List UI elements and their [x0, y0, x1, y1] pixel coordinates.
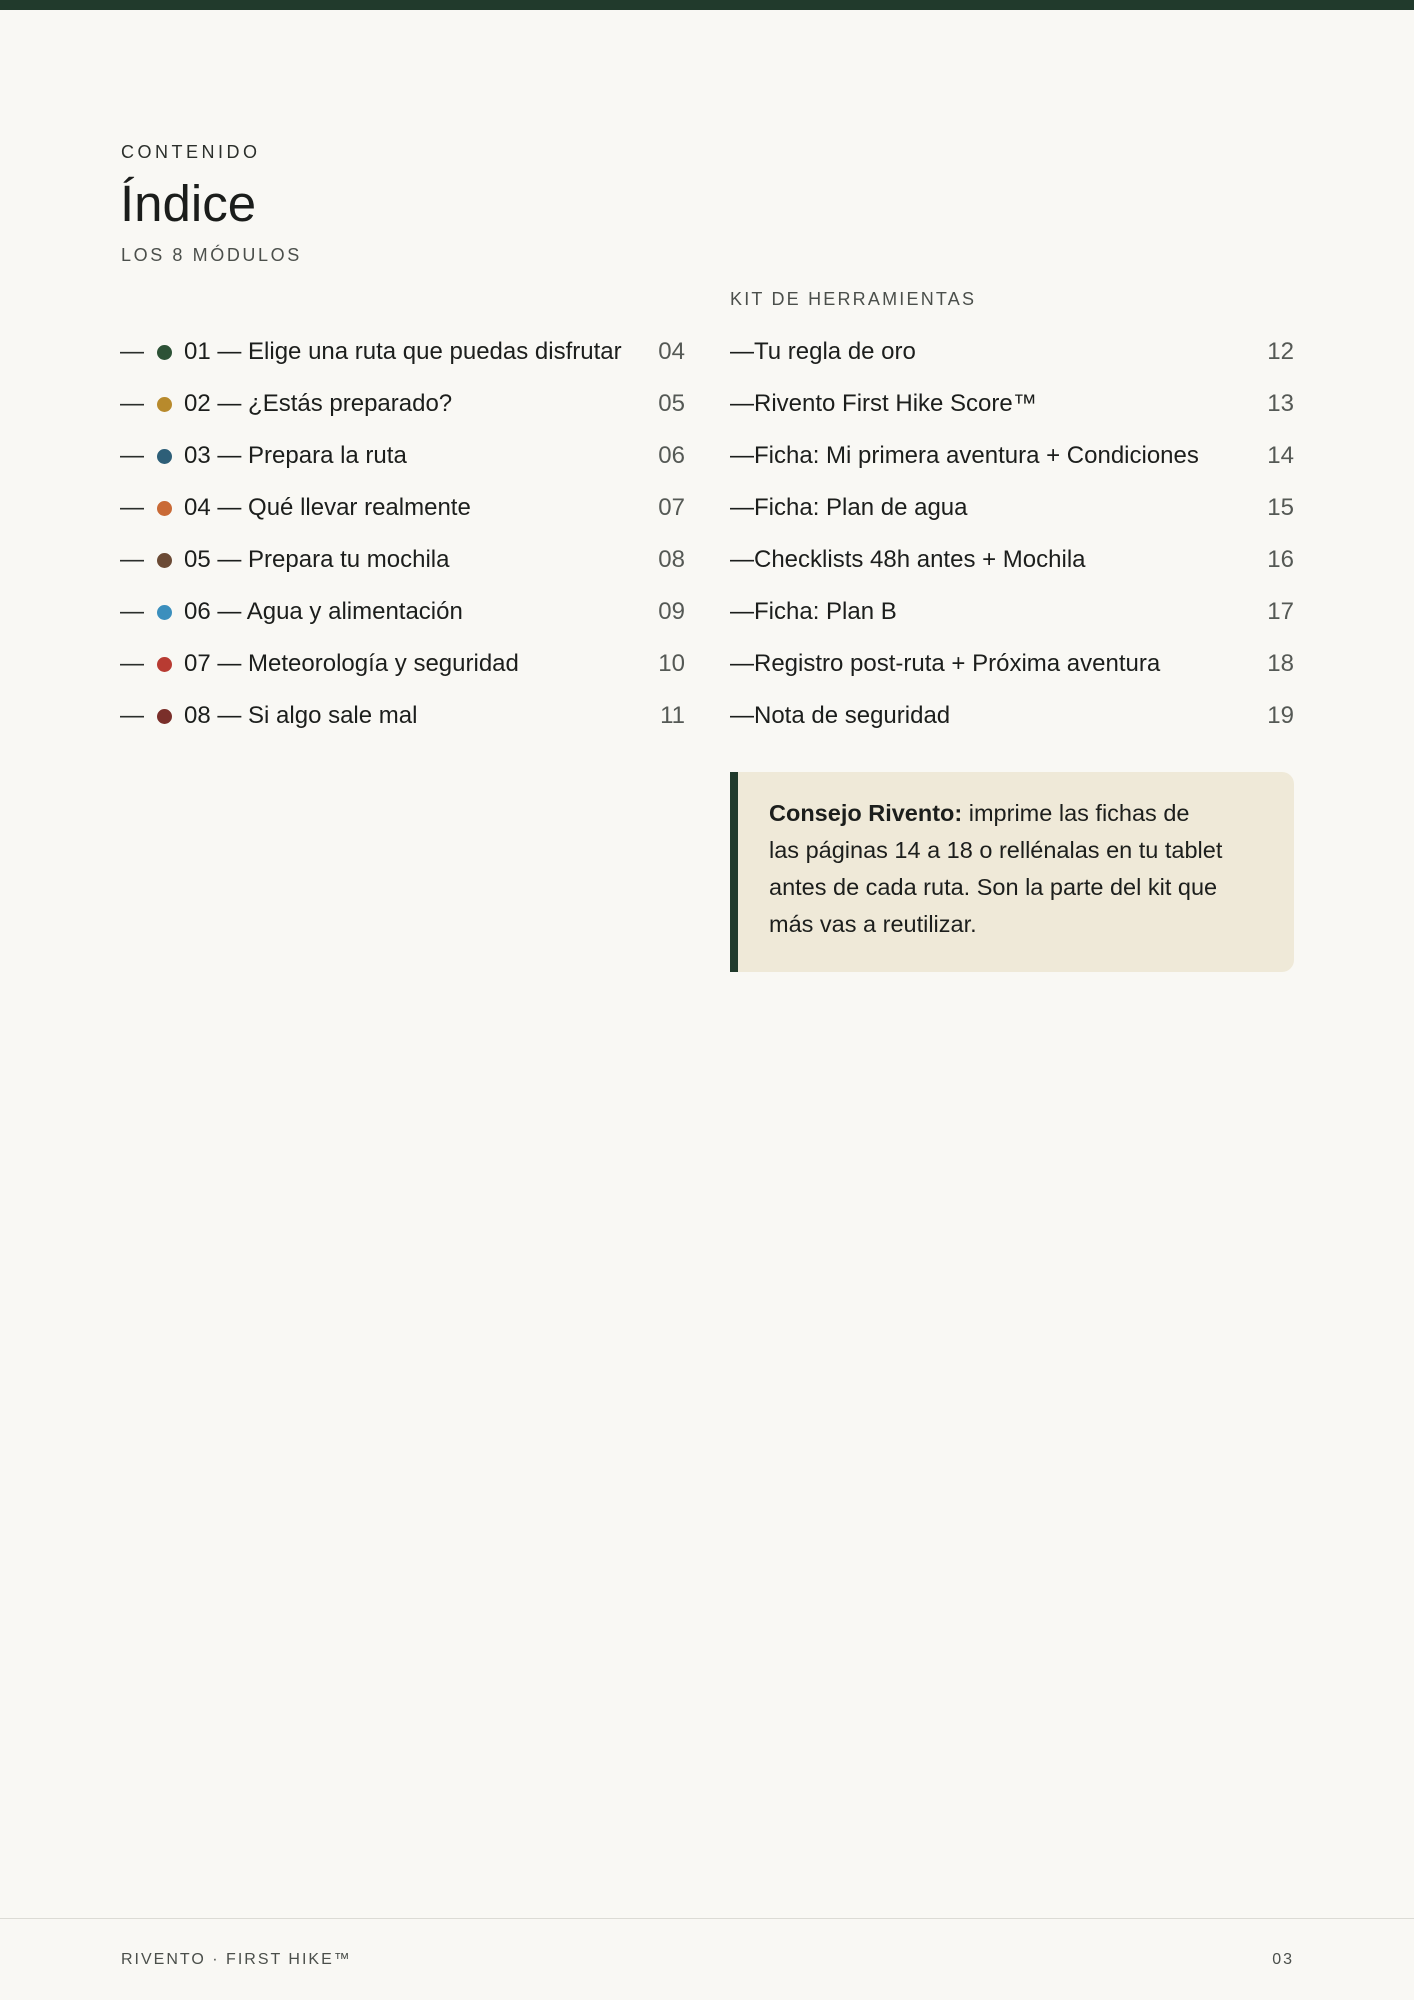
- page-number: 07: [658, 494, 685, 521]
- page-number: 09: [658, 598, 685, 625]
- footer-page-number: 03: [1272, 1951, 1294, 1968]
- tip-text-line: más vas a reutilizar.: [769, 911, 977, 937]
- page-number: 19: [1267, 702, 1294, 729]
- module-color-dot: [157, 345, 172, 360]
- toc-module-item[interactable]: [120, 378, 685, 430]
- dash-marker: —: [120, 598, 144, 625]
- toc-module-item[interactable]: [120, 690, 685, 742]
- dash-marker: —: [120, 390, 144, 417]
- page-number: 15: [1267, 494, 1294, 521]
- page-number: 06: [658, 442, 685, 469]
- toc-kit-item[interactable]: [730, 482, 1294, 534]
- module-label: 06 — Agua y alimentación: [184, 598, 463, 625]
- dash-marker: —: [120, 546, 144, 573]
- page-number: 14: [1267, 442, 1294, 469]
- toc-module-item[interactable]: [120, 586, 685, 638]
- page-number: 04: [658, 338, 685, 365]
- module-label: 05 — Prepara tu mochila: [184, 546, 450, 573]
- toc-module-item[interactable]: [120, 326, 685, 378]
- toc-kit-item[interactable]: [730, 378, 1294, 430]
- toc-kit-item[interactable]: [730, 326, 1294, 378]
- module-list: [120, 326, 685, 742]
- page-number: 17: [1267, 598, 1294, 625]
- toc-module-item[interactable]: [120, 430, 685, 482]
- toc-module-item[interactable]: [120, 534, 685, 586]
- kit-label: —Checklists 48h antes + Mochila: [730, 546, 1086, 573]
- kit-label: —Ficha: Mi primera aventura + Condiciones: [730, 442, 1199, 469]
- dash-marker: —: [120, 338, 144, 365]
- tip-text-line: imprime las fichas de: [962, 800, 1190, 826]
- page-number: 10: [658, 650, 685, 677]
- module-color-dot: [157, 657, 172, 672]
- toc-kit-item[interactable]: [730, 534, 1294, 586]
- page-number: 13: [1267, 390, 1294, 417]
- page-number: 05: [658, 390, 685, 417]
- kit-label: —Rivento First Hike Score™: [730, 390, 1037, 417]
- module-label: 01 — Elige una ruta que puedas disfrutar: [184, 338, 622, 365]
- module-color-dot: [157, 397, 172, 412]
- module-color-dot: [157, 553, 172, 568]
- page-number: 12: [1267, 338, 1294, 365]
- module-color-dot: [157, 605, 172, 620]
- toc-module-item[interactable]: [120, 638, 685, 690]
- dash-marker: —: [120, 442, 144, 469]
- modules-subtitle: LOS 8 MÓDULOS: [121, 245, 302, 265]
- page-number: 11: [660, 702, 685, 729]
- tip-text-line: las páginas 14 a 18 o rellénalas en tu tablet: [769, 837, 1223, 863]
- kit-label: —Registro post-ruta + Próxima aventura: [730, 650, 1161, 677]
- dash-marker: —: [120, 494, 144, 521]
- footer-brand: RIVENTO · FIRST HIKE™: [121, 1951, 352, 1968]
- top-accent-bar: [0, 0, 1414, 10]
- module-color-dot: [157, 501, 172, 516]
- toc-kit-item[interactable]: [730, 586, 1294, 638]
- toc-kit-item[interactable]: [730, 690, 1294, 742]
- kit-heading: KIT DE HERRAMIENTAS: [730, 289, 977, 309]
- page-number: 18: [1267, 650, 1294, 677]
- kit-label: —Nota de seguridad: [730, 702, 951, 729]
- tip-lead: Consejo Rivento:: [769, 800, 963, 826]
- page-title: Índice: [120, 175, 257, 232]
- footer-divider: [0, 1918, 1414, 1919]
- dash-marker: —: [120, 702, 144, 729]
- toc-module-item[interactable]: [120, 482, 685, 534]
- module-color-dot: [157, 449, 172, 464]
- kit-label: —Ficha: Plan de agua: [730, 494, 968, 521]
- tip-text-line: antes de cada ruta. Son la parte del kit que: [769, 874, 1218, 900]
- kit-label: —Tu regla de oro: [730, 338, 916, 365]
- module-color-dot: [157, 709, 172, 724]
- module-label: 04 — Qué llevar realmente: [184, 494, 471, 521]
- module-label: 08 — Si algo sale mal: [184, 702, 418, 729]
- page-number: 08: [658, 546, 685, 573]
- toc-kit-item[interactable]: [730, 430, 1294, 482]
- toc-kit-item[interactable]: [730, 638, 1294, 690]
- module-label: 07 — Meteorología y seguridad: [184, 650, 519, 677]
- dash-marker: —: [120, 650, 144, 677]
- section-eyebrow: CONTENIDO: [121, 142, 261, 162]
- kit-list: [730, 326, 1294, 742]
- kit-label: —Ficha: Plan B: [730, 598, 897, 625]
- module-label: 03 — Prepara la ruta: [184, 442, 407, 469]
- page-number: 16: [1267, 546, 1294, 573]
- module-label: 02 — ¿Estás preparado?: [184, 390, 453, 417]
- tip-callout: [730, 772, 1294, 972]
